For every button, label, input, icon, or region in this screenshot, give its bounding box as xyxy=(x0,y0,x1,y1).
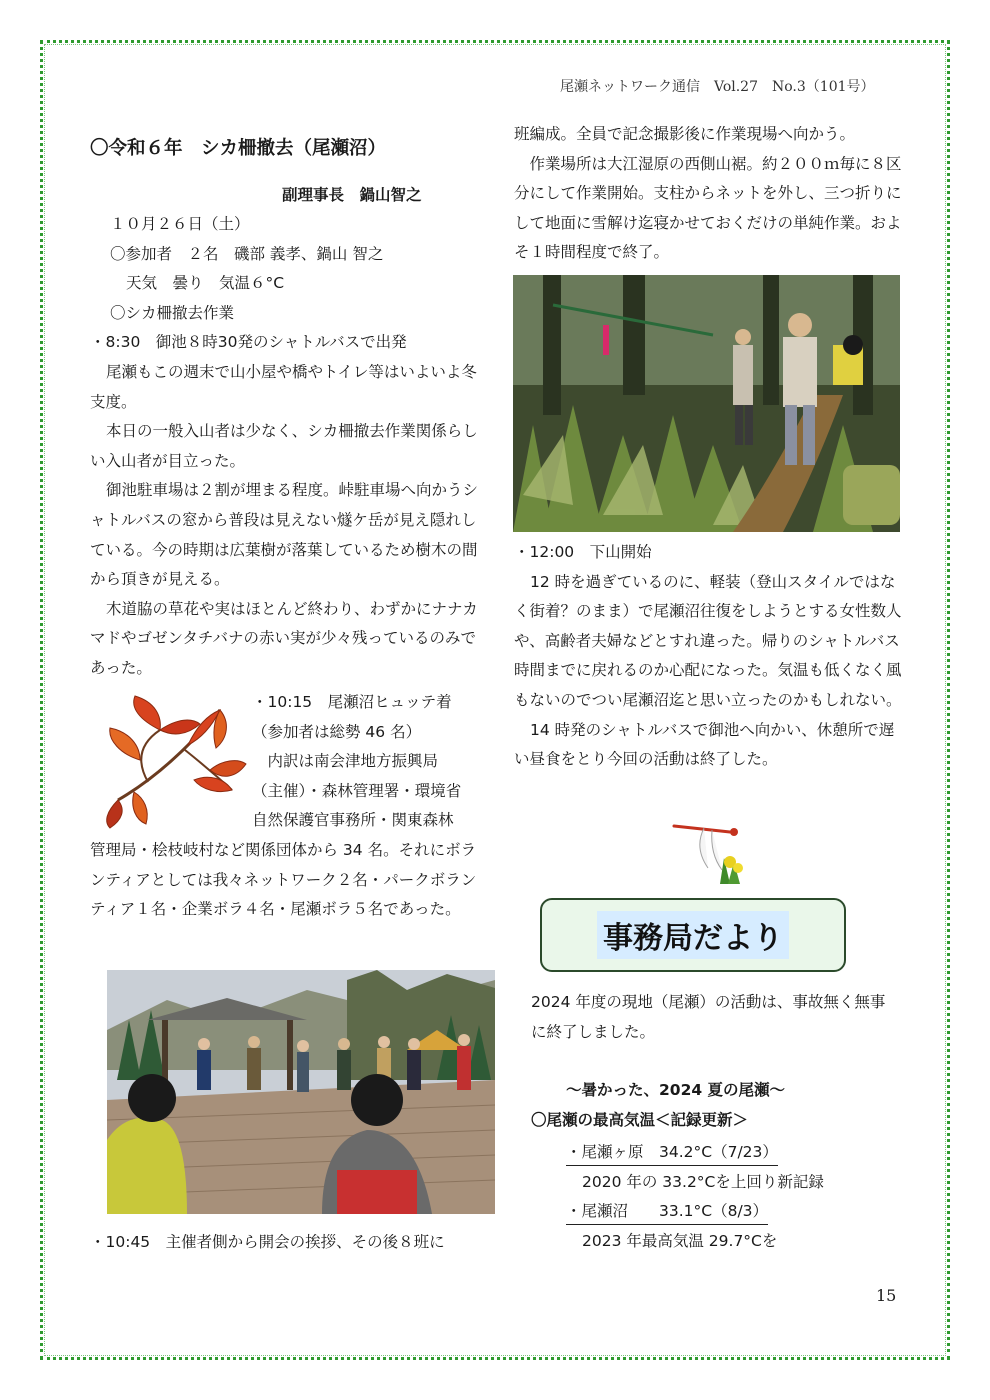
autumn-leaf-illustration xyxy=(100,690,250,830)
paragraph: 班編成。全員で記念撮影後に作業現場へ向かう。 xyxy=(514,125,856,143)
event-date: １０月２６日（土） xyxy=(110,215,250,233)
record-note: 2020 年の 33.2°Cを上回り新記録 xyxy=(582,1172,824,1191)
record-line: ・尾瀬沼 33.1°C（8/3） xyxy=(566,1198,768,1225)
records-list xyxy=(566,1138,896,1256)
page-number: 15 xyxy=(876,1286,897,1305)
work-title: 〇シカ柵撤去作業 xyxy=(110,303,235,322)
office-news-box xyxy=(540,898,846,972)
article-author: 副理事長 鍋山智之 xyxy=(282,186,422,204)
paragraph: 14 時発のシャトルバスで御池へ向かい、休憩所で遅い昼食をとり今回の活動は終了した。 xyxy=(514,720,895,769)
timeline-item: ・8:30 御池８時30発のシャトルバスで出発 xyxy=(90,333,407,352)
dragonfly-illustration xyxy=(664,818,748,888)
publication-header: 尾瀬ネットワーク通信 Vol.27 No.3（101号） xyxy=(560,79,875,95)
hutte-arrival-text xyxy=(252,688,484,836)
article-title: 〇令和６年 シカ柵撤去（尾瀬沼） xyxy=(90,138,387,159)
right-column-text xyxy=(514,120,906,268)
timeline-item: ・10:45 主催者側から開会の挨拶、その後８班に xyxy=(90,1233,445,1251)
paragraph: 本日の一般入山者は少なく、シカ柵撤去作業関係らしい入山者が目立った。 xyxy=(90,422,478,470)
participants: 〇参加者 ２名 磯部 義孝、鍋山 智之 xyxy=(110,244,384,263)
hutte-continued-text xyxy=(90,836,482,925)
left-column-text xyxy=(90,210,482,684)
timeline-item: ・12:00 下山開始 xyxy=(514,543,652,561)
office-news-title: 事務局だより xyxy=(597,911,789,959)
paragraph: 作業場所は大江湿原の西側山裾。約２００ｍ毎に８区分にして作業開始。支柱からネットを外し、三つ折りにして地面に雪解け迄寝かせておくだけの単純作業。およそ１時間程度で終了。 xyxy=(514,154,902,262)
opening-text xyxy=(90,1228,490,1258)
text-line: 自然保護官事務所・関東森林 xyxy=(252,811,454,830)
text-line: （主催）・森林管理署・環境省 xyxy=(252,781,462,800)
text-line: （参加者は総勢 46 名） xyxy=(252,722,422,741)
paragraph: 12 時を過ぎているのに、軽装（登山スタイルではなく街着？のまま）で尾瀬沼往復をしようとする女性数人や、高齢者夫婦などとすれ違った。帰りのシャトルバス時間までに戻れるのか心配になった。気温も低くなく風もないのでつい尾瀬沼迄と思い立ったのかもしれない。 xyxy=(514,572,902,709)
text-line: 内訳は南会津地方振興局 xyxy=(252,752,439,771)
record-heading: 〇尾瀬の最高気温＜記録更新＞ xyxy=(531,1111,749,1129)
group-photo xyxy=(107,970,495,1214)
record-line: ・尾瀬ヶ原 34.2°C（7/23） xyxy=(566,1139,778,1166)
paragraph: 木道脇の草花や実はほとんど終わり、わずかにナナカマドやゴゼンタチバナの赤い実が少々残っているのみであった。 xyxy=(90,599,478,677)
right-column-text-2 xyxy=(514,538,906,775)
work-photo xyxy=(513,275,900,532)
summer-heading: ～暑かった、2024 夏の尾瀬～ xyxy=(566,1081,786,1099)
paragraph: 2024 年度の現地（尾瀬）の活動は、事故無く無事に終了しました。 xyxy=(531,993,886,1041)
paragraph: 尾瀬もこの週末で山小屋や橋やトイレ等はいよいよ冬支度。 xyxy=(90,362,477,411)
weather: 天気 曇り 気温６°C xyxy=(126,274,285,293)
record-note: 2023 年最高気温 29.7°Cを xyxy=(582,1231,778,1250)
paragraph: 管理局・桧枝岐村など関係団体から 34 名。それにボランティアとしては我々ネットワーク２名・パークボランティア１名・企業ボラ４名・尾瀬ボラ５名であった。 xyxy=(90,841,477,919)
office-news-text xyxy=(531,988,899,1047)
timeline-item: ・10:15 尾瀬沼ヒュッテ着 xyxy=(252,693,452,711)
paragraph: 御池駐車場は２割が埋まる程度。峠駐車場へ向かうシャトルバスの窓から普段は見えない燧ケ岳が見え隠れしている。今の時期は広葉樹が落葉しているため樹木の間から頂きが見える。 xyxy=(90,481,479,589)
